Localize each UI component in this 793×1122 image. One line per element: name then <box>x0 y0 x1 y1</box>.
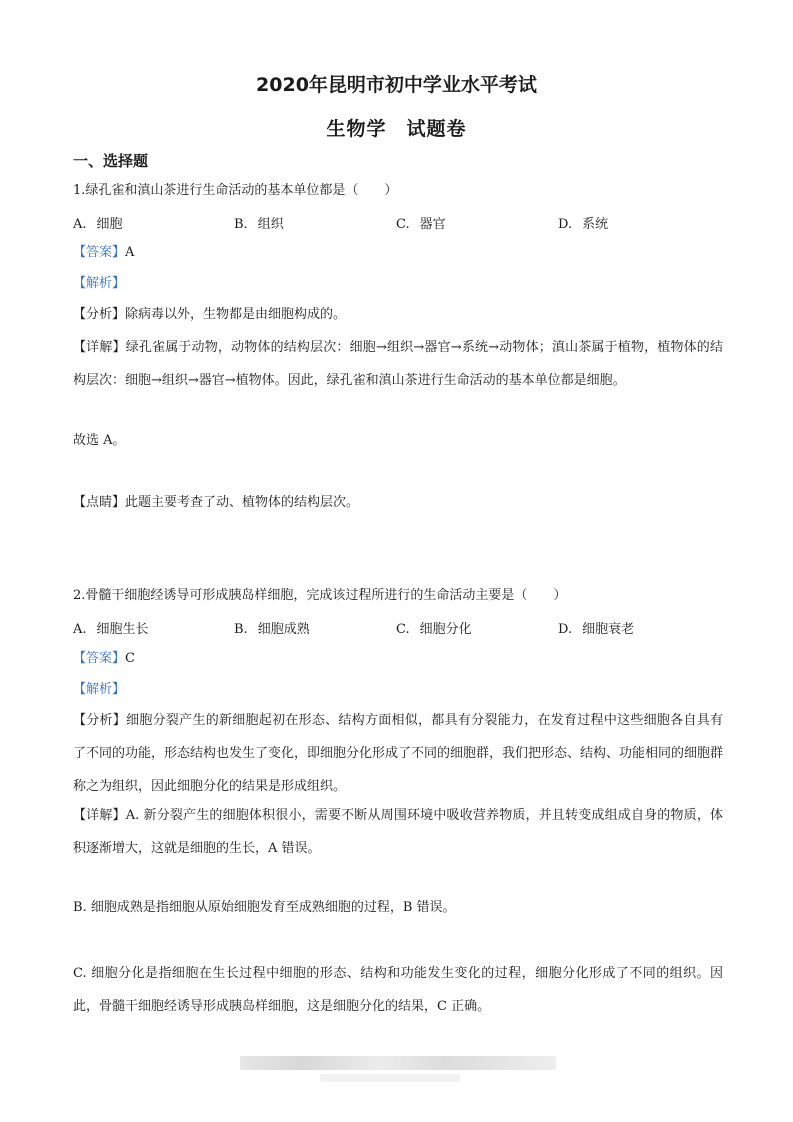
q2-option-c <box>396 618 472 637</box>
question-2-stem: 2.骨髓干细胞经诱导可形成胰岛样细胞，完成该过程所进行的生命活动主要是（ ） <box>73 588 567 603</box>
option-text: 细胞分化 <box>419 622 472 637</box>
answer-value: C <box>125 651 135 666</box>
q2-answer <box>73 648 135 670</box>
q1-option-a <box>73 213 123 232</box>
q1-conclusion: 故选 A。 <box>73 433 126 448</box>
dianjing-text: 此题主要考查了动、植物体的结构层次。 <box>125 495 360 510</box>
fenxi-text: 细胞分裂产生的新细胞起初在形态、结构方面相似，都具有分裂能力，在发育过程中这些细胞各自具有了不同的功能，形态结构也发生了变化，即细胞分化形成了不同的细胞群，我们把形态、结构、功能相同的细胞群称之为组织，因此细胞分化的结果是形成组织。 <box>73 713 724 794</box>
xiangjie-text: A. 新分裂产生的细胞体积很小，需要不断从周围环境中吸收营养物质，并且转变成组成自身的物质，体积逐渐增大，这就是细胞的生长，A 错误。 <box>73 808 723 856</box>
q1-answer <box>73 242 134 264</box>
answer-label: 【答案】 <box>73 245 126 260</box>
fenxi-label: 【分析】 <box>73 307 126 322</box>
option-key: B. <box>234 622 248 637</box>
footer-watermark-sub <box>320 1074 460 1082</box>
xiangjie-text: 绿孔雀属于动物，动物体的结构层次：细胞→组织→器官→系统→动物体；滇山茶属于植物，植物体的结构层次：细胞→组织→器官→植物体。因此，绿孔雀和滇山茶进行生命活动的基本单位都是细胞。 <box>73 340 723 388</box>
option-text: 细胞衰老 <box>582 622 635 637</box>
option-text: 组织 <box>257 217 284 232</box>
q2-option-c-explanation: C. 细胞分化是指细胞在生长过程中细胞的形态、结构和功能发生变化的过程，细胞分化形成了不同的组织。因此，骨髓干细胞经诱导形成胰岛样细胞，这是细胞分化的结果，C 正确。 <box>73 966 723 1014</box>
q1-option-b <box>234 213 284 232</box>
q1-option-c <box>396 213 446 232</box>
q2-xiangjie <box>73 799 723 865</box>
option-key: C. <box>396 622 410 637</box>
question-1-stem: 1.绿孔雀和滇山茶进行生命活动的基本单位都是（ ） <box>73 183 398 198</box>
q2-option-a <box>73 618 149 637</box>
option-text: 系统 <box>582 217 609 232</box>
q1-fenxi <box>73 304 346 326</box>
option-text: 器官 <box>419 217 446 232</box>
q1-option-d <box>558 213 608 232</box>
q1-analysis-label: 【解析】 <box>73 276 126 291</box>
exam-title: 2020年昆明市初中学业水平考试 <box>256 74 537 96</box>
option-text: 细胞生长 <box>96 622 149 637</box>
q1-xiangjie <box>73 331 723 397</box>
xiangjie-label: 【详解】 <box>73 340 126 355</box>
option-key: B. <box>234 217 248 232</box>
dianjing-label: 【点睛】 <box>73 495 126 510</box>
option-text: 细胞成熟 <box>257 622 310 637</box>
section-heading: 一、选择题 <box>73 152 149 170</box>
option-key: A. <box>73 622 87 637</box>
q2-fenxi <box>73 704 723 803</box>
option-key: D. <box>558 217 573 232</box>
footer-watermark <box>240 1056 556 1070</box>
exam-subtitle: 生物学 试题卷 <box>326 118 467 140</box>
answer-label: 【答案】 <box>73 651 126 666</box>
option-key: D. <box>558 622 573 637</box>
option-key: C. <box>396 217 410 232</box>
q2-analysis-label: 【解析】 <box>73 682 126 697</box>
fenxi-text: 除病毒以外，生物都是由细胞构成的。 <box>125 307 347 322</box>
q2-option-d <box>558 618 634 637</box>
option-key: A. <box>73 217 87 232</box>
q1-dianjing <box>73 492 359 514</box>
q2-option-b-explanation: B. 细胞成熟是指细胞从原始细胞发育至成熟细胞的过程，B 错误。 <box>73 900 456 915</box>
q2-option-b <box>234 618 310 637</box>
fenxi-label: 【分析】 <box>73 713 127 728</box>
option-text: 细胞 <box>96 217 123 232</box>
xiangjie-label: 【详解】 <box>73 808 126 823</box>
answer-value: A <box>125 245 135 260</box>
